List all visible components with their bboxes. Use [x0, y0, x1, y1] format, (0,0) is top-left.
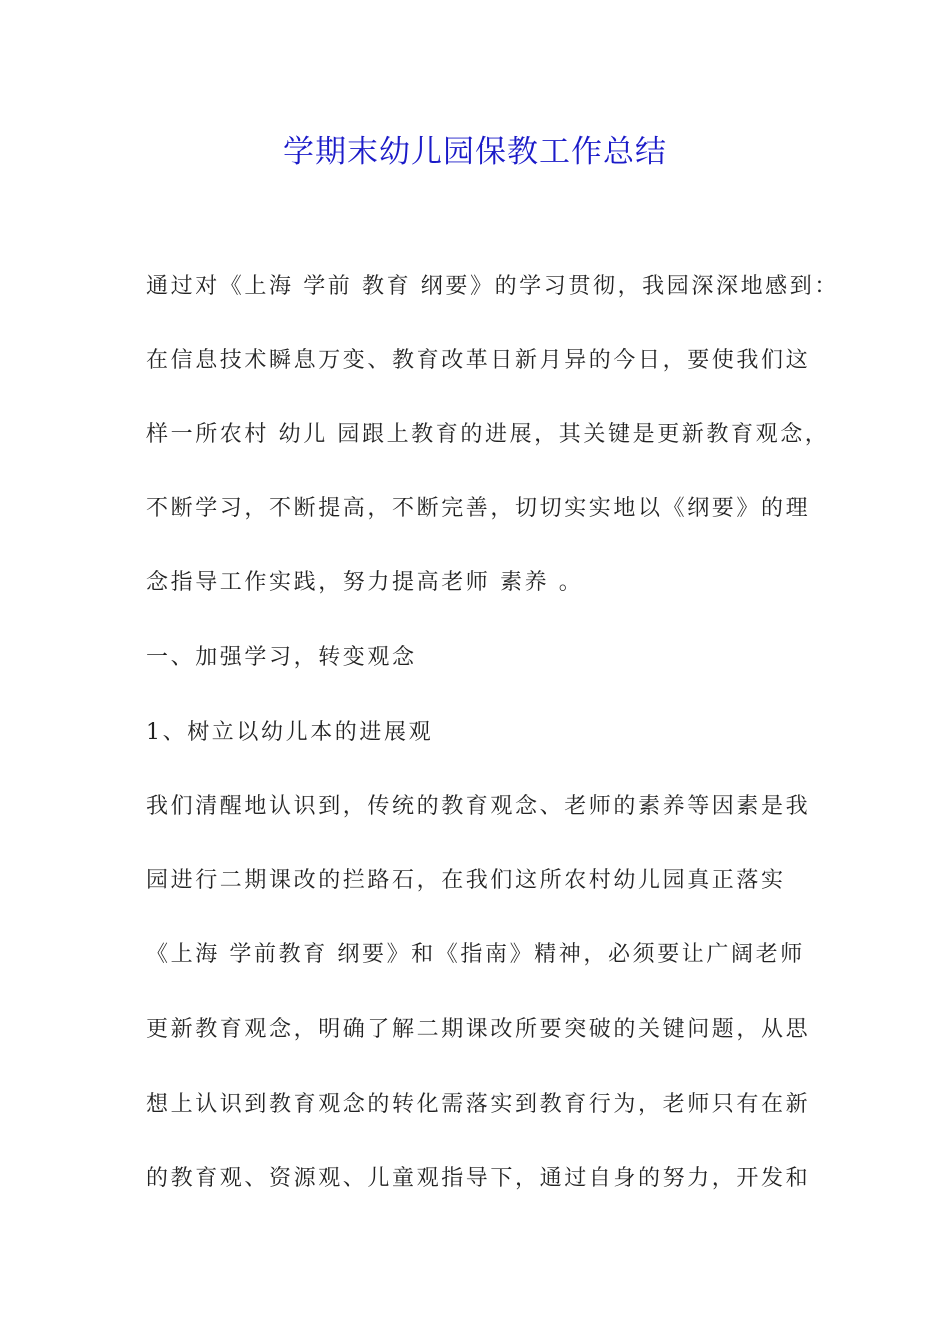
subsection-heading: 1、树立以幼儿本的进展观: [146, 720, 434, 745]
paragraph-line: 更新教育观念，明确了解二期课改所要突破的关键问题，从思: [146, 1017, 811, 1042]
section-heading: 一、加强学习，转变观念: [146, 645, 417, 670]
paragraph-line: 园进行二期课改的拦路石，在我们这所农村幼儿园真正落实: [146, 868, 786, 893]
paragraph-line: 我们清醒地认识到，传统的教育观念、老师的素养等因素是我: [146, 794, 811, 819]
paragraph-line: 通过对《上海 学前 教育 纲要》的学习贯彻，我园深深地感到：: [146, 274, 839, 299]
paragraph-line: 想上认识到教育观念的转化需落实到教育行为，老师只有在新: [146, 1092, 811, 1117]
paragraph-line: 样一所农村 幼儿 园跟上教育的进展，其关键是更新教育观念，: [146, 422, 830, 447]
paragraph-line: 不断学习，不断提高，不断完善，切切实实地以《纲要》的理: [146, 496, 811, 521]
paragraph-line: 在信息技术瞬息万变、教育改革日新月异的今日，要使我们这: [146, 348, 811, 373]
document-title: 学期末幼儿园保教工作总结: [283, 134, 667, 170]
paragraph-line: 《上海 学前教育 纲要》和《指南》精神，必须要让广阔老师: [146, 942, 805, 967]
paragraph-line: 念指导工作实践，努力提高老师 素养 。: [146, 570, 584, 595]
paragraph-line: 的教育观、资源观、儿童观指导下，通过自身的努力，开发和: [146, 1166, 811, 1191]
